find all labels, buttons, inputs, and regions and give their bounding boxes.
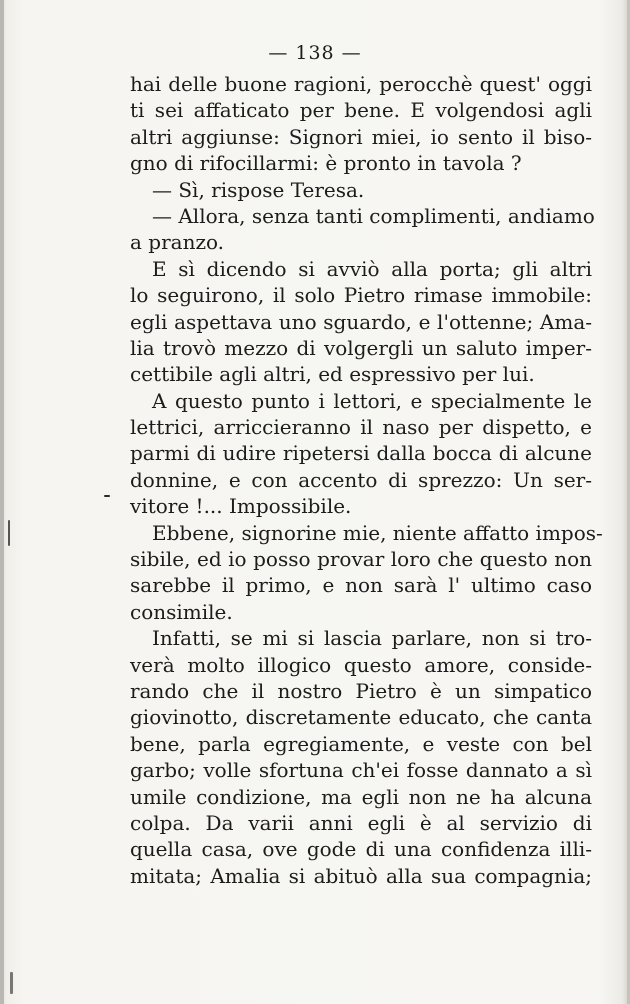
- text-line: lo seguirono, il solo Pietro rimase immobile:: [130, 283, 592, 308]
- text-line: giovinotto, discretamente educato, che canta: [130, 705, 592, 730]
- text-line: gno di rifocillarmi: è pronto in tavola ?: [130, 151, 522, 176]
- body-text: [130, 71, 603, 889]
- text-line: sarebbe il primo, e non sarà l' ultimo caso: [130, 573, 592, 598]
- text-line: altri aggiunse: Signori miei, io sento il biso-: [130, 124, 592, 149]
- text-line: cettibile agli altri, ed espressivo per lui.: [130, 362, 535, 387]
- text-line: lettrici, arriccieranno il naso per dispetto, e: [130, 415, 592, 440]
- text-line: a pranzo.: [130, 230, 225, 255]
- text-line: hai delle buone ragioni, perocchè quest' oggi: [130, 72, 592, 96]
- paper-speck: [104, 495, 110, 497]
- page-number: — 138 —: [268, 42, 362, 64]
- paper-speck: [10, 972, 13, 994]
- text-line: verà molto illogico questo amore, conside-: [130, 652, 592, 677]
- page-left-edge: [0, 0, 4, 1004]
- text-line: rando che il nostro Pietro è un simpatico: [130, 678, 592, 703]
- text-line: egli aspettava uno sguardo, e l'ottenne; Ama-: [130, 309, 592, 334]
- text-line: vitore !... Impossibile.: [130, 494, 352, 519]
- text-line: parmi di udire ripetersi dalla bocca di alcune: [130, 441, 592, 466]
- text-line: mitata; Amalia si abituò alla sua compagnia;: [130, 863, 592, 888]
- text-line: bene, parla egregiamente, e veste con bel: [130, 731, 592, 756]
- text-line: garbo; volle sfortuna ch'ei fosse dannato a sì: [130, 758, 592, 783]
- text-line: ti sei affaticato per bene. E volgendosi agli: [130, 98, 592, 123]
- text-line: Ebbene, signorine mie, niente affatto impos-: [152, 520, 603, 545]
- text-line: — Allora, senza tanti complimenti, andiamo: [152, 203, 595, 228]
- paper-speck: [8, 520, 10, 546]
- text-line: colpa. Da varii anni egli è al servizio di: [130, 810, 592, 835]
- text-line: E sì dicendo si avviò alla porta; gli altri: [152, 256, 592, 281]
- text-line: umile condizione, ma egli non ne ha alcuna: [130, 784, 592, 809]
- text-line: consimile.: [130, 599, 233, 624]
- text-line: donnine, e con accento di sprezzo: Un ser-: [130, 467, 592, 492]
- text-line: Infatti, se mi si lascia parlare, non si tro-: [152, 626, 592, 651]
- text-line: lia trovò mezzo di volgergli un saluto imper-: [130, 335, 592, 360]
- text-line: sibile, ed io posso provar loro che questo non: [130, 547, 592, 572]
- text-line: A questo punto i lettori, e specialmente le: [152, 388, 592, 413]
- text-line: quella casa, ove gode di una confidenza illi-: [130, 837, 592, 862]
- text-line: — Sì, rispose Teresa.: [152, 177, 365, 202]
